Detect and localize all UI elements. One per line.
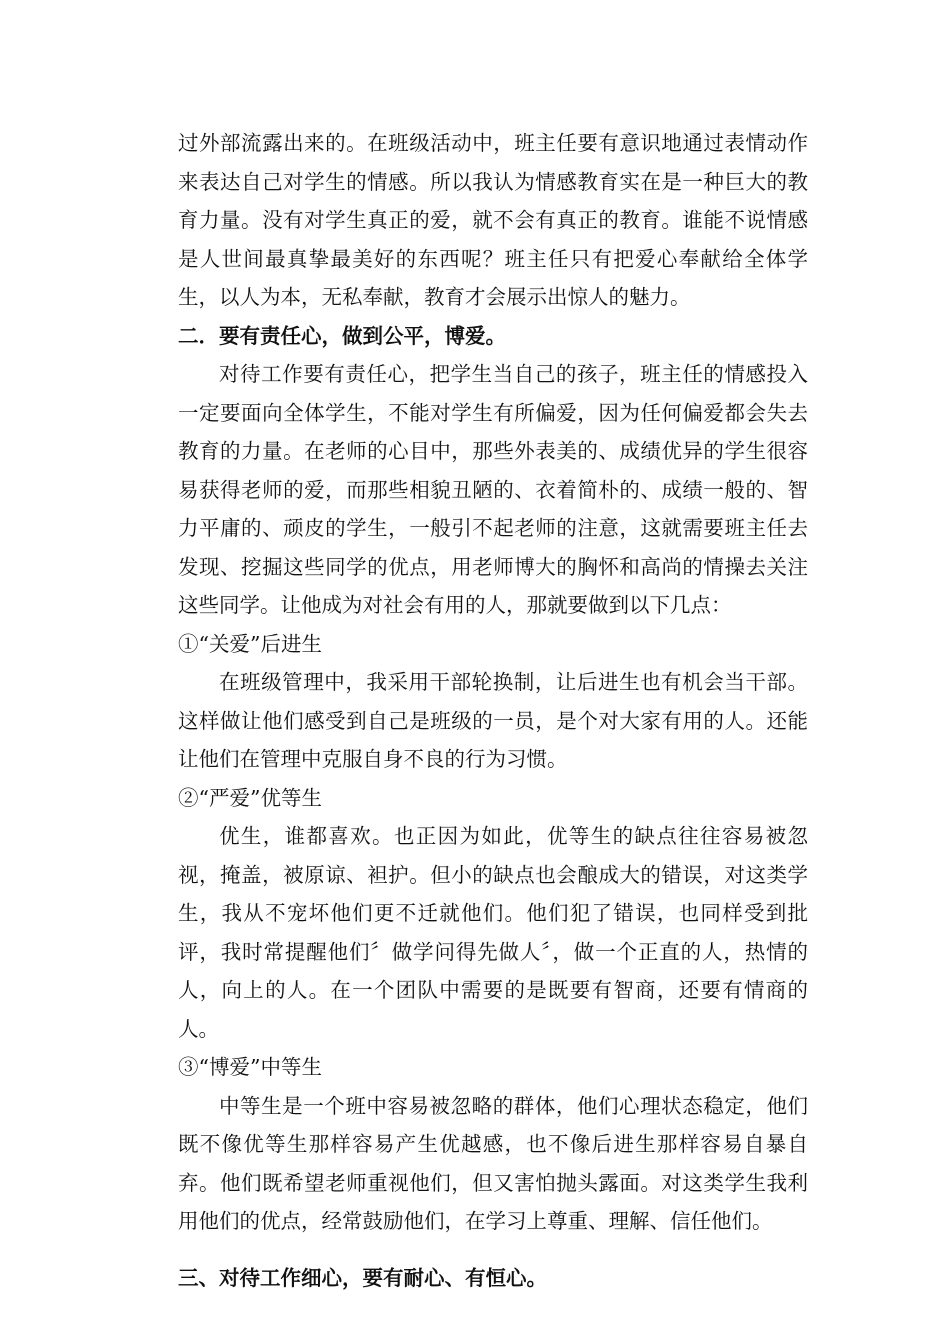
paragraph-responsibility: 对待工作要有责任心，把学生当自己的孩子，班主任的情感投入一定要面向全体学生，不能对学生有所偏爱，因为任何偏爱都会失去教育的力量。在老师的心目中，那些外表美的、成绩优异的学生很容易获得老师的爱，而那些相貌丑陋的、衣着简朴的、成绩一般的、智力平庸的、顽皮的学生，一般引不起老师的注意，这就需要班主任去发现、挖掘这些同学的优点，用老师博大的胸怀和高尚的情操去关注这些同学。让他成为对社会有用的人，那就要做到以下几点：	[178, 362, 808, 617]
section-heading-3: 三、对待工作细心，要有耐心、有恒心。	[178, 1265, 547, 1290]
item-3-paragraph: 中等生是一个班中容易被忽略的群体，他们心理状态稳定，他们既不像优等生那样容易产生优越感，也不像后进生那样容易自暴自弃。他们既希望老师重视他们，但又害怕抛头露面。对这类学生我利用他们的优点，经常鼓励他们，在学习上尊重、理解、信任他们。	[178, 1093, 808, 1233]
document-body	[178, 124, 808, 1297]
paragraph-continuation: 过外部流露出来的。在班级活动中，班主任要有意识地通过表情动作来表达自己对学生的情感。所以我认为情感教育实在是一种巨大的教育力量。没有对学生真正的爱，就不会有真正的教育。谁能不说情感是人世间最真挚最美好的东西呢？班主任只有把爱心奉献给全体学生，以人为本，无私奉献，教育才会展示出惊人的魅力。	[178, 131, 808, 309]
item-2-paragraph: 优生，谁都喜欢。也正因为如此，优等生的缺点往往容易被忽视，掩盖，被原谅、袒护。但小的缺点也会酿成大的错误，对这类学生，我从不宠坏他们更不迁就他们。他们犯了错误，也同样受到批评，我时常提醒他们〞做学问得先做人〞，做一个正直的人，热情的人，向上的人。在一个团队中需要的是既要有智商，还要有情商的人。	[178, 824, 808, 1041]
item-2-title: ②“严爱”优等生	[178, 785, 322, 810]
section-heading-2: 二．要有责任心，做到公平，博爱。	[178, 323, 506, 348]
section-spacer	[178, 1241, 808, 1259]
item-1-title: ①“关爱”后进生	[178, 631, 322, 656]
item-3-title: ③“博爱”中等生	[178, 1055, 322, 1079]
item-1-paragraph: 在班级管理中，我采用干部轮换制，让后进生也有机会当干部。这样做让他们感受到自己是班级的一员，是个对大家有用的人。还能让他们在管理中克服自身不良的行为习惯。	[178, 670, 808, 771]
